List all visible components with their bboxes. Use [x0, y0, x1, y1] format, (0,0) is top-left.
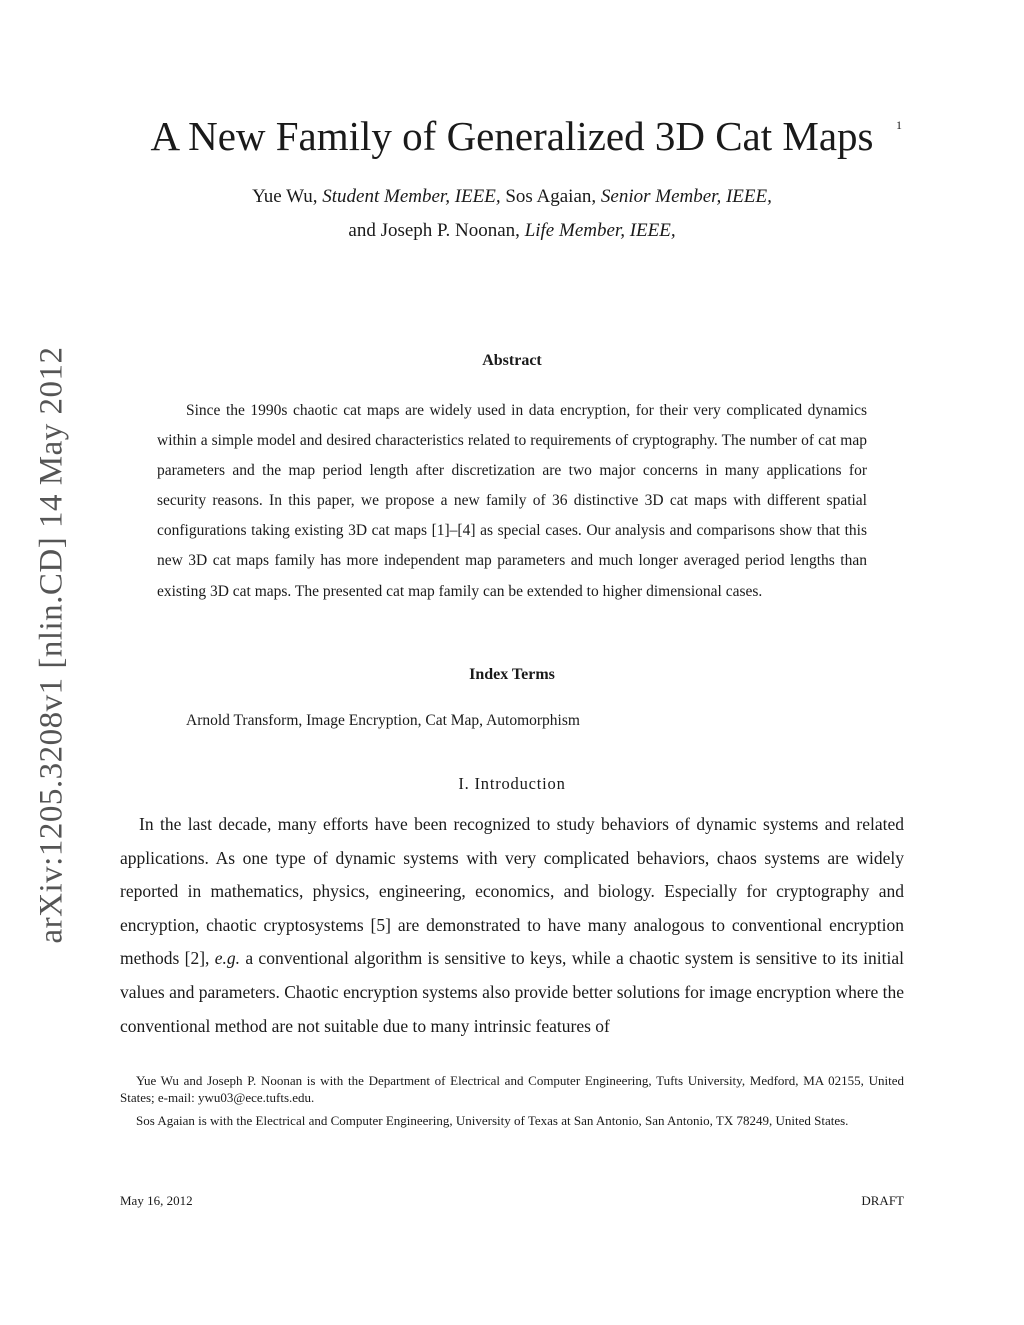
index-terms-heading: Index Terms: [469, 666, 555, 683]
author-name: Sos Agaian,: [500, 186, 601, 207]
footnote-affiliation-2: Sos Agaian is with the Electrical and Computer Engineering, University of Texas at San Antonio, San Antonio, TX 78249, United States.: [136, 1113, 849, 1128]
author-line-1: [0, 180, 1024, 214]
author-name: and Joseph P. Noonan,: [348, 220, 525, 241]
intro-text-part: a conventional algorithm is sensitive to keys, while a chaotic system is sensitive to its initial values and parameters. Chaotic encryption systems also provide better solutions for image encryption where the conventional method are not suitable due to many intrinsic features of: [120, 948, 904, 1036]
author-membership: Senior Member, IEEE,: [600, 186, 772, 207]
footnote-affiliation-1: Yue Wu and Joseph P. Noonan is with the Department of Electrical and Computer Engineering, Tufts University, Medford, MA 02155, United States; e-mail: ywu03@ece.tufts.edu.: [120, 1073, 904, 1105]
intro-text-italic: e.g.: [214, 948, 241, 969]
author-membership: Life Member, IEEE,: [524, 220, 676, 241]
author-line-2: [0, 214, 1024, 248]
author-block: [0, 180, 1024, 248]
intro-text-part: In the last decade, many efforts have been recognized to study behaviors of dynamic systems and related applications. As one type of dynamic systems with very complicated behaviors, chaos systems are widely reported in mathematics, physics, engineering, economics, and biology. Especially for cryptography and encryption, chaotic cryptosystems [5] are demonstrated to have many analogous to conventional encryption methods [2],: [120, 814, 904, 969]
index-terms-text: Arnold Transform, Image Encryption, Cat Map, Automorphism: [186, 712, 580, 729]
section-heading-introduction: I. Introduction: [458, 774, 566, 793]
footer-draft-label: DRAFT: [861, 1193, 904, 1208]
author-membership: Student Member, IEEE,: [322, 186, 501, 207]
arxiv-identifier: arXiv:1205.3208v1 [nlin.CD] 14 May 2012: [33, 346, 70, 944]
abstract-text: Since the 1990s chaotic cat maps are widely used in data encryption, for their very complicated dynamics within a simple model and desired characteristics related to requirements of cryptography. The number of cat map parameters and the map period length after discretization are two major concerns in many applications for security reasons. In this paper, we propose a new family of 36 distinctive 3D cat maps with different spatial configurations taking existing 3D cat maps [1]–[4] as special cases. Our analysis and comparisons show that this new 3D cat maps family has more independent map parameters and much longer averaged period lengths than existing 3D cat maps. The presented cat map family can be extended to higher dimensional cases.: [157, 402, 867, 600]
author-name: Yue Wu,: [252, 186, 323, 207]
page-number: 1: [896, 118, 902, 132]
paper-title: A New Family of Generalized 3D Cat Maps: [150, 113, 874, 159]
abstract-heading: Abstract: [482, 352, 542, 369]
footer-date: May 16, 2012: [120, 1193, 193, 1208]
introduction-paragraph: [120, 808, 904, 1043]
